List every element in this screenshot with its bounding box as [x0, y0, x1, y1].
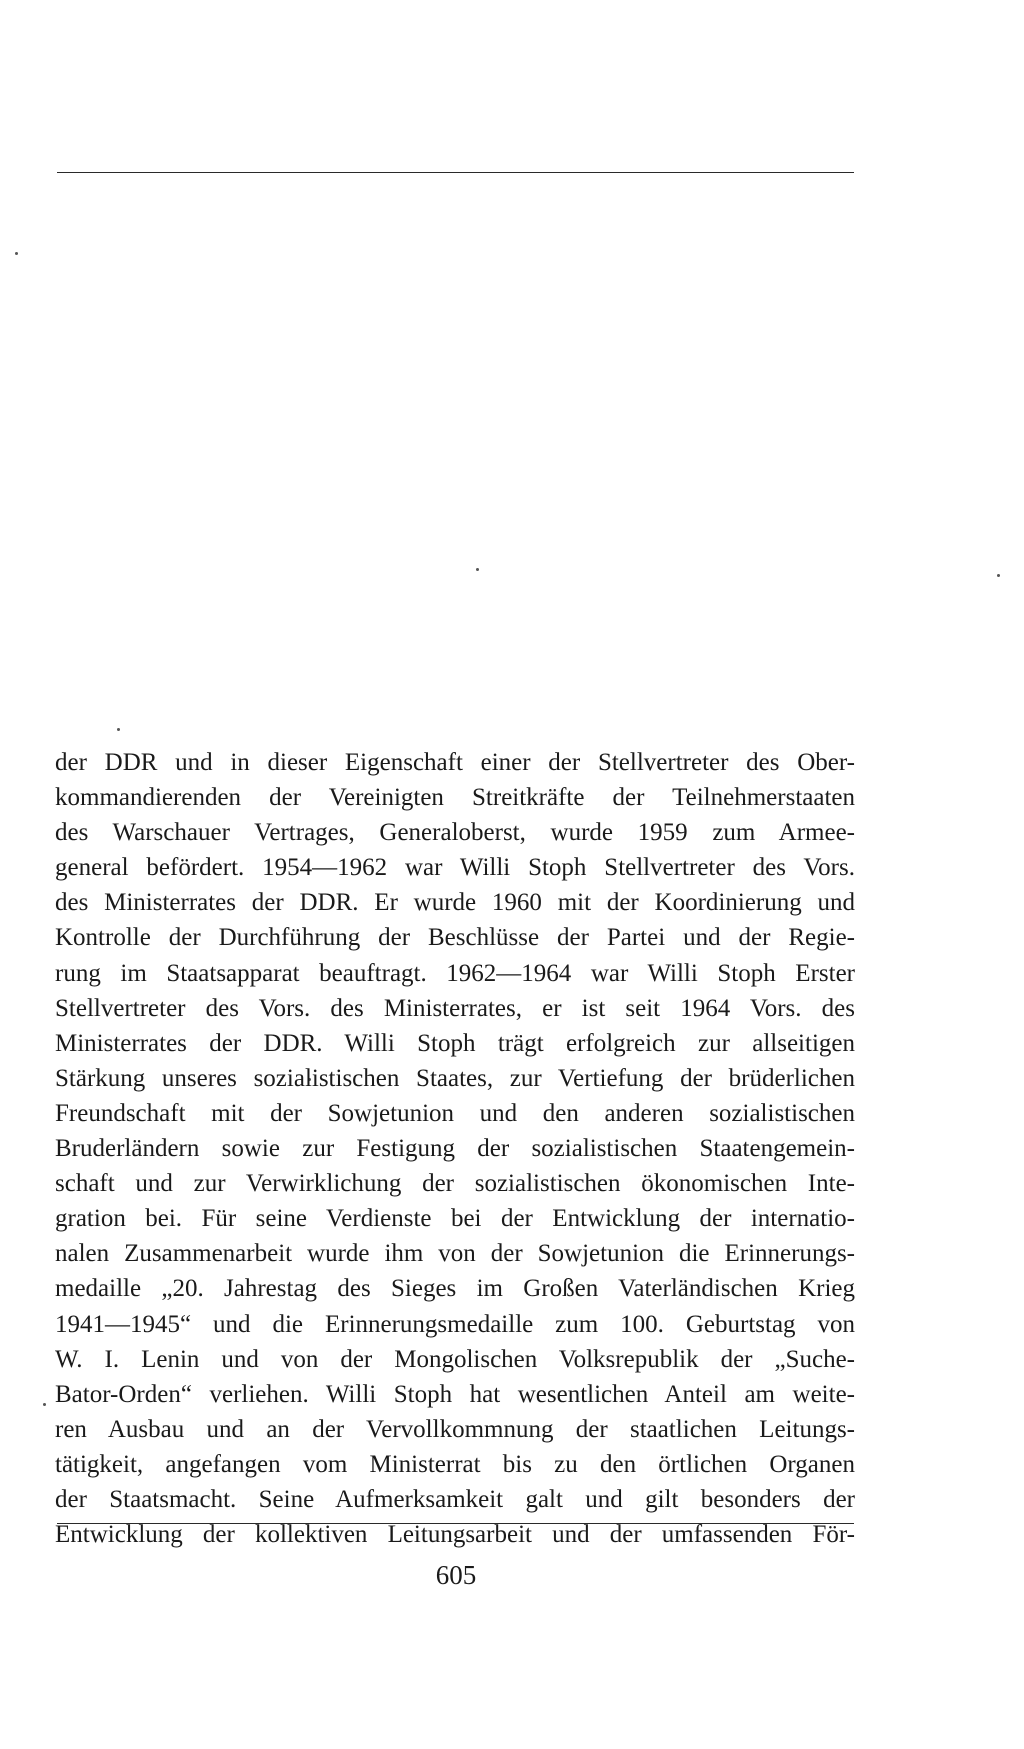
text-line: schaft und zur Verwirklichung der sozialistischen ökonomischen Inte- — [55, 1170, 855, 1198]
text-line: der Staatsmacht. Seine Aufmerksamkeit galt und gilt besonders der — [55, 1485, 855, 1513]
bottom-rule — [57, 1523, 854, 1524]
text-line: Bruderländern sowie zur Festigung der sozialistischen Staatengemein- — [55, 1135, 855, 1163]
text-line: Kontrolle der Durchführung der Beschlüsse der Partei und der Regie- — [55, 924, 855, 952]
text-line: nalen Zusammenarbeit wurde ihm von der Sowjetunion die Erinnerungs- — [55, 1240, 855, 1268]
text-line: kommandierenden der Vereinigten Streitkräfte der Teilnehmerstaaten — [55, 784, 855, 812]
text-line: Bator-Orden“ verliehen. Willi Stoph hat wesentlichen Anteil am weite- — [55, 1380, 855, 1408]
text-line: 1941—1945“ und die Erinnerungsmedaille zum 100. Geburtstag von — [55, 1310, 855, 1338]
text-line: rung im Staatsapparat beauftragt. 1962—1964 war Willi Stoph Erster — [55, 959, 855, 987]
text-line: general befördert. 1954—1962 war Willi Stoph Stellvertreter des Vors. — [55, 854, 855, 882]
scan-speck — [997, 574, 1000, 577]
text-line: Stärkung unseres sozialistischen Staates, zur Vertiefung der brüderlichen — [55, 1064, 855, 1092]
text-line: ren Ausbau und an der Vervollkommnung der staatlichen Leitungs- — [55, 1415, 855, 1443]
top-rule — [57, 172, 854, 173]
text-line: Entwicklung der kollektiven Leitungsarbeit und der umfassenden För- — [55, 1521, 855, 1549]
body-paragraph — [55, 745, 855, 1552]
text-line: W. I. Lenin und von der Mongolischen Volksrepublik der „Suche- — [55, 1345, 855, 1373]
text-line: des Warschauer Vertrages, Generaloberst, wurde 1959 zum Armee- — [55, 819, 855, 847]
text-line: Ministerrates der DDR. Willi Stoph trägt erfolgreich zur allseitigen — [55, 1029, 855, 1057]
scan-speck — [117, 728, 120, 731]
text-line: tätigkeit, angefangen vom Ministerrat bis zu den örtlichen Organen — [55, 1450, 855, 1478]
text-line: des Ministerrates der DDR. Er wurde 1960 mit der Koordinierung und — [55, 889, 855, 917]
page-number: 605 — [435, 1560, 477, 1590]
text-line: Stellvertreter des Vors. des Ministerrates, er ist seit 1964 Vors. des — [55, 994, 855, 1022]
scan-speck — [15, 252, 18, 255]
scan-speck — [476, 568, 479, 571]
text-line: gration bei. Für seine Verdienste bei der Entwicklung der internatio- — [55, 1205, 855, 1233]
text-line: der DDR und in dieser Eigenschaft einer der Stellvertreter des Ober- — [55, 749, 855, 776]
scan-speck — [43, 1403, 46, 1406]
text-line: Freundschaft mit der Sowjetunion und den anderen sozialistischen — [55, 1099, 855, 1127]
text-line: medaille „20. Jahrestag des Sieges im Großen Vaterländischen Krieg — [55, 1275, 855, 1303]
